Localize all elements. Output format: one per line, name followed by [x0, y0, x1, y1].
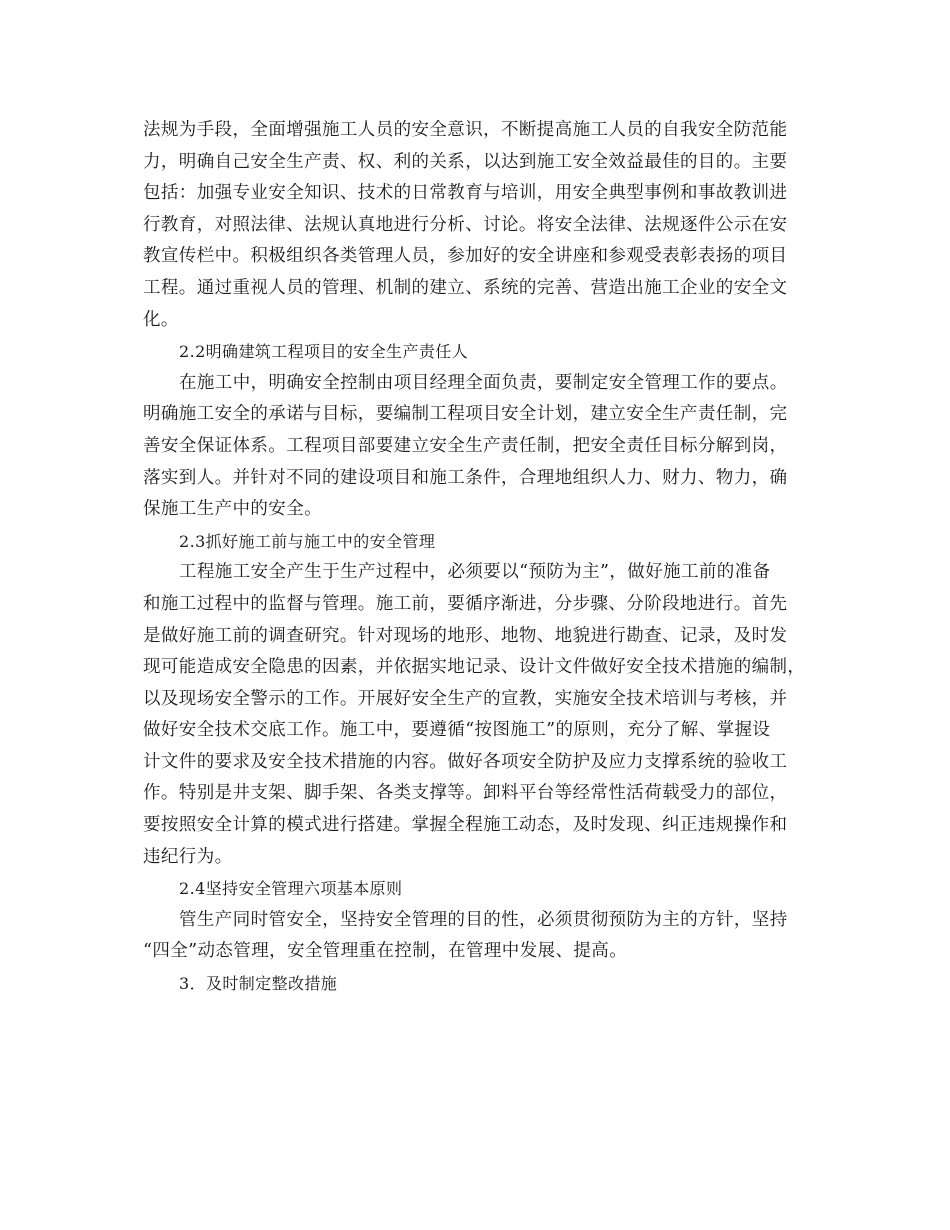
paragraph-line: 现可能造成安全隐患的因素，并依据实地记录、设计文件做好安全技术措施的编制， [143, 657, 806, 678]
paragraph-line: 工程。通过重视人员的管理、机制的建立、系统的完善、营造出施工企业的安全文 [143, 277, 788, 298]
paragraph-line: 落实到人。并针对不同的建设项目和施工条件，合理地组织人力、财力、物力，确 [143, 467, 788, 488]
paragraph-line: 做好安全技术交底工作。施工中，要遵循“按图施工”的原则，充分了解、掌握设 [143, 720, 771, 741]
paragraph-line: 违纪行为。 [143, 846, 233, 867]
paragraph-line: 在施工中，明确安全控制由项目经理全面负责，要制定安全管理工作的要点。 [179, 372, 788, 393]
section-heading-2-4: 2.4坚持安全管理六项基本原则 [179, 879, 403, 899]
section-heading-2-2: 2.2明确建筑工程项目的安全生产责任人 [179, 342, 469, 362]
paragraph-line: 法规为手段，全面增强施工人员的安全意识，不断提高施工人员的自我安全防范能 [143, 120, 788, 140]
paragraph-line: 管生产同时管安全，坚持安全管理的目的性，必须贯彻预防为主的方针，坚持 [179, 909, 788, 930]
paragraph-line: 计文件的要求及安全技术措施的内容。做好各项安全防护及应力支撑系统的验收工 [143, 751, 788, 772]
paragraph-line: 力，明确自己安全生产责、权、利的关系，以达到施工安全效益最佳的目的。主要 [143, 151, 788, 172]
paragraph-line: 教宣传栏中。积极组织各类管理人员，参加好的安全讲座和参观受表彰表扬的项目 [143, 246, 788, 267]
paragraph-line: 和施工过程中的监督与管理。施工前，要循序渐进，分步骤、分阶段地进行。首先 [143, 593, 788, 614]
paragraph-line: 化。 [143, 309, 179, 330]
section-heading-3: 3．及时制定整改措施 [179, 974, 338, 994]
paragraph-line: 要按照安全计算的模式进行搭建。掌握全程施工动态，及时发现、纠正违规操作和 [143, 815, 788, 836]
paragraph-line: 作。特别是井支架、脚手架、各类支撑等。卸料平台等经常性活荷载受力的部位， [143, 783, 788, 804]
paragraph-line: 工程施工安全产生于生产过程中，必须要以“预防为主”，做好施工前的准备 [179, 562, 771, 583]
paragraph-line: 以及现场安全警示的工作。开展好安全生产的宣教，实施安全技术培训与考核，并 [143, 688, 788, 709]
paragraph-line: 善安全保证体系。工程项目部要建立安全生产责任制，把安全责任目标分解到岗， [143, 435, 788, 456]
paragraph-line: 行教育，对照法律、法规认真地进行分析、讨论。将安全法律、法规逐件公示在安 [143, 214, 788, 235]
paragraph-line: 保施工生产中的安全。 [143, 499, 322, 520]
paragraph-line: “四全”动态管理，安全管理重在控制，在管理中发展、提高。 [143, 941, 628, 962]
paragraph-line: 明确施工安全的承诺与目标，要编制工程项目安全计划，建立安全生产责任制，完 [143, 404, 788, 425]
section-heading-2-3: 2.3抓好施工前与施工中的安全管理 [179, 531, 436, 551]
paragraph-line: 是做好施工前的调查研究。针对现场的地形、地物、地貌进行勘查、记录，及时发 [143, 625, 788, 646]
document-body [143, 115, 823, 1000]
paragraph-line: 包括：加强专业安全知识、技术的日常教育与培训，用安全典型事例和事故教训进 [143, 183, 788, 204]
